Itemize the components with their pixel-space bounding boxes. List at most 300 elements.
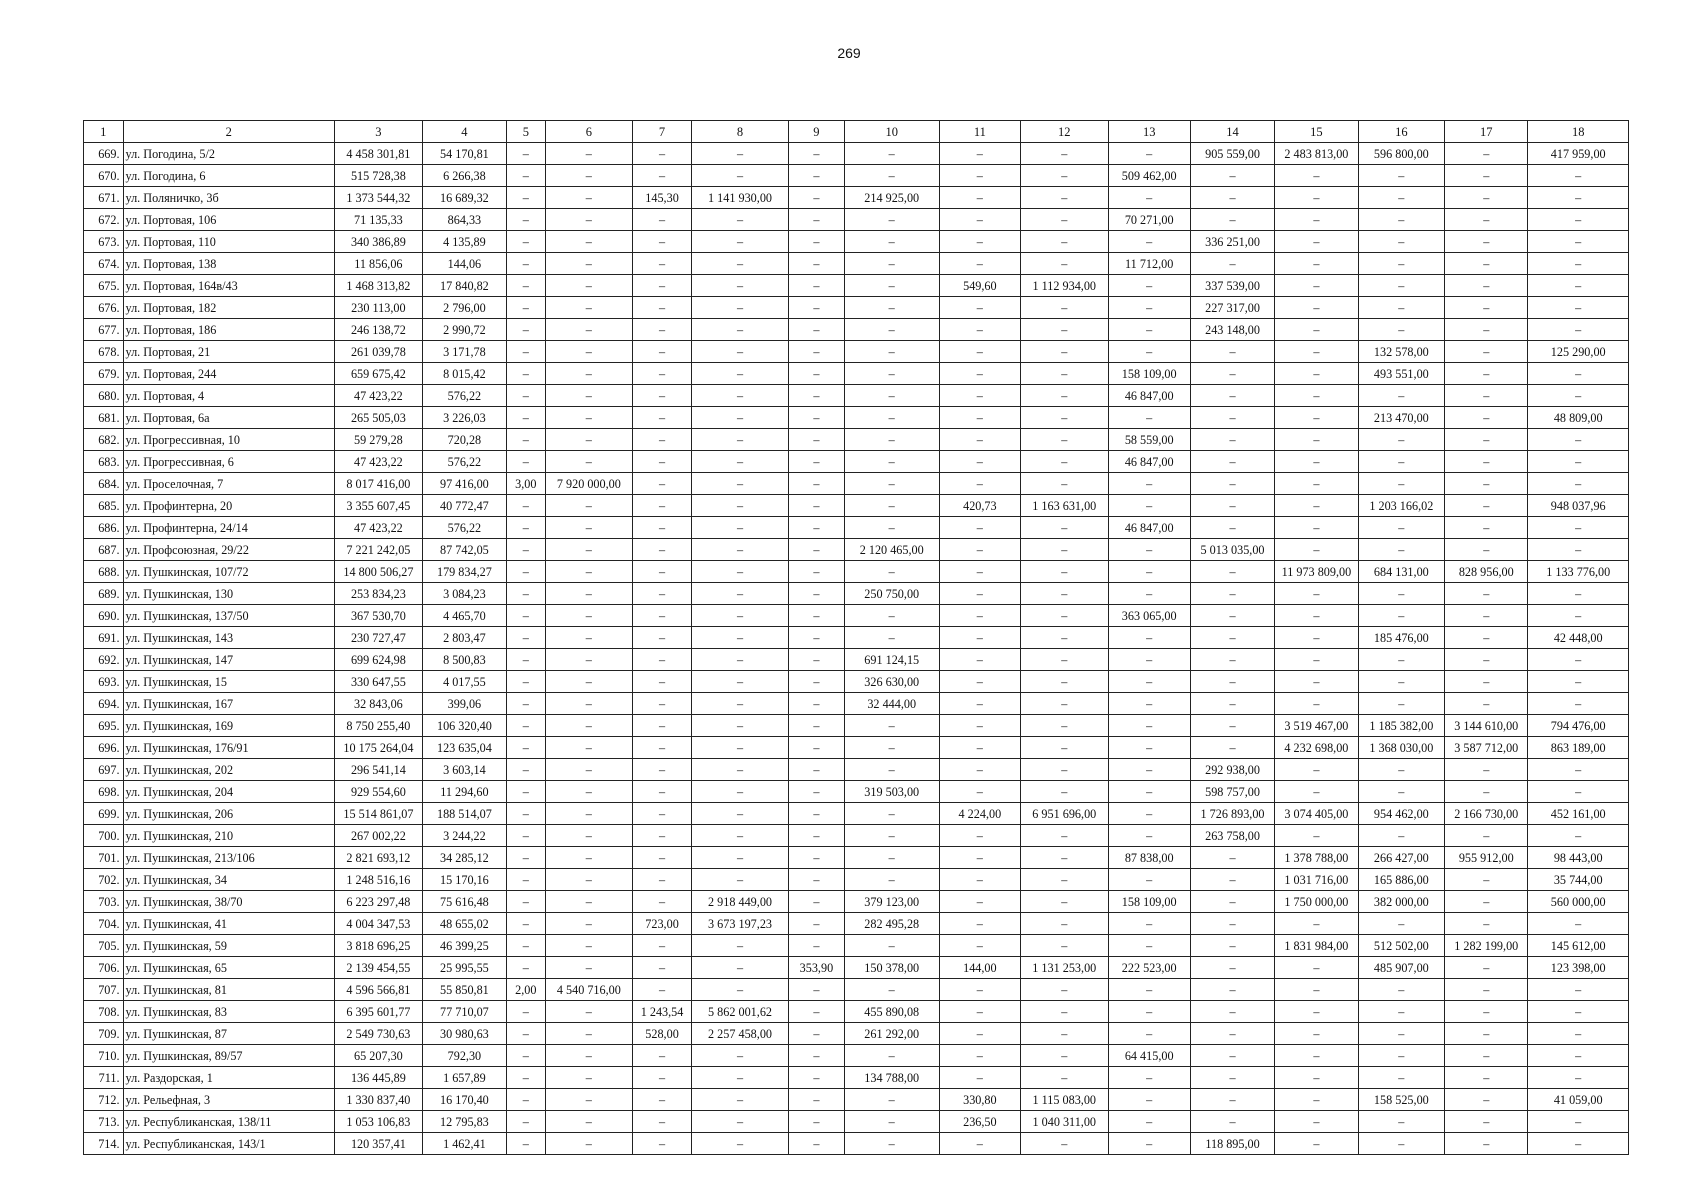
- value-cell: 1 373 544,32: [335, 187, 423, 209]
- value-cell: –: [844, 363, 939, 385]
- value-cell: –: [1358, 1001, 1445, 1023]
- value-cell: 1 131 253,00: [1020, 957, 1108, 979]
- value-cell: –: [1445, 363, 1528, 385]
- value-cell: –: [1445, 495, 1528, 517]
- table-row: [84, 1001, 1629, 1023]
- row-number-cell: 670.: [84, 165, 124, 187]
- value-cell: 1 112 934,00: [1020, 275, 1108, 297]
- value-cell: –: [1020, 671, 1108, 693]
- value-cell: –: [1020, 143, 1108, 165]
- row-number-cell: 709.: [84, 1023, 124, 1045]
- value-cell: 158 109,00: [1108, 891, 1190, 913]
- value-cell: –: [844, 715, 939, 737]
- row-number-cell: 669.: [84, 143, 124, 165]
- value-cell: –: [789, 363, 845, 385]
- value-cell: 2 821 693,12: [335, 847, 423, 869]
- value-cell: –: [1108, 1133, 1190, 1155]
- table-row: [84, 715, 1629, 737]
- address-cell: ул. Прогрессивная, 6: [123, 451, 335, 473]
- value-cell: –: [1108, 231, 1190, 253]
- value-cell: 3 355 607,45: [335, 495, 423, 517]
- value-cell: –: [1275, 495, 1358, 517]
- value-cell: 1 115 083,00: [1020, 1089, 1108, 1111]
- table-row: [84, 1133, 1629, 1155]
- value-cell: –: [1020, 517, 1108, 539]
- value-cell: 549,60: [939, 275, 1020, 297]
- value-cell: 4 232 698,00: [1275, 737, 1358, 759]
- value-cell: 399,06: [422, 693, 506, 715]
- value-cell: –: [1020, 297, 1108, 319]
- value-cell: –: [1528, 913, 1629, 935]
- value-cell: –: [1358, 649, 1445, 671]
- value-cell: 25 995,55: [422, 957, 506, 979]
- value-cell: –: [789, 319, 845, 341]
- value-cell: 2 257 458,00: [691, 1023, 788, 1045]
- value-cell: –: [507, 341, 545, 363]
- table-row: [84, 561, 1629, 583]
- value-cell: –: [939, 429, 1020, 451]
- value-cell: –: [507, 539, 545, 561]
- table-row: [84, 759, 1629, 781]
- value-cell: 261 292,00: [844, 1023, 939, 1045]
- value-cell: 8 017 416,00: [335, 473, 423, 495]
- value-cell: –: [545, 1089, 633, 1111]
- value-cell: –: [1445, 979, 1528, 1001]
- row-number-cell: 685.: [84, 495, 124, 517]
- value-cell: 452 161,00: [1528, 803, 1629, 825]
- value-cell: –: [1528, 825, 1629, 847]
- value-cell: –: [1275, 253, 1358, 275]
- table-row: [84, 275, 1629, 297]
- value-cell: –: [633, 451, 692, 473]
- value-cell: –: [939, 341, 1020, 363]
- value-cell: 723,00: [633, 913, 692, 935]
- value-cell: –: [1020, 935, 1108, 957]
- value-cell: –: [1020, 1023, 1108, 1045]
- value-cell: –: [939, 935, 1020, 957]
- value-cell: –: [1190, 693, 1274, 715]
- value-cell: 134 788,00: [844, 1067, 939, 1089]
- table-row: [84, 957, 1629, 979]
- value-cell: –: [789, 187, 845, 209]
- address-cell: ул. Пушкинская, 167: [123, 693, 335, 715]
- address-cell: ул. Портовая, 21: [123, 341, 335, 363]
- row-number-cell: 678.: [84, 341, 124, 363]
- row-number-cell: 705.: [84, 935, 124, 957]
- value-cell: –: [545, 847, 633, 869]
- table-row: [84, 1023, 1629, 1045]
- value-cell: –: [507, 451, 545, 473]
- value-cell: –: [507, 957, 545, 979]
- value-cell: –: [789, 517, 845, 539]
- address-cell: ул. Пушкинская, 206: [123, 803, 335, 825]
- value-cell: –: [507, 1001, 545, 1023]
- value-cell: –: [1020, 429, 1108, 451]
- value-cell: –: [691, 451, 788, 473]
- value-cell: –: [507, 517, 545, 539]
- value-cell: –: [545, 605, 633, 627]
- value-cell: –: [1020, 1067, 1108, 1089]
- value-cell: 16 689,32: [422, 187, 506, 209]
- value-cell: 905 559,00: [1190, 143, 1274, 165]
- value-cell: –: [1020, 1001, 1108, 1023]
- value-cell: 929 554,60: [335, 781, 423, 803]
- value-cell: 296 541,14: [335, 759, 423, 781]
- value-cell: –: [844, 1111, 939, 1133]
- value-cell: –: [507, 165, 545, 187]
- value-cell: 120 357,41: [335, 1133, 423, 1155]
- value-cell: –: [1358, 781, 1445, 803]
- value-cell: –: [691, 583, 788, 605]
- value-cell: –: [691, 803, 788, 825]
- value-cell: –: [507, 627, 545, 649]
- value-cell: –: [507, 1067, 545, 1089]
- value-cell: –: [844, 385, 939, 407]
- value-cell: –: [1020, 737, 1108, 759]
- table-row: [84, 429, 1629, 451]
- value-cell: –: [844, 979, 939, 1001]
- value-cell: –: [789, 605, 845, 627]
- value-cell: 382 000,00: [1358, 891, 1445, 913]
- value-cell: –: [789, 627, 845, 649]
- row-number-cell: 702.: [84, 869, 124, 891]
- table-row: [84, 627, 1629, 649]
- table-row: [84, 891, 1629, 913]
- value-cell: –: [691, 231, 788, 253]
- value-cell: –: [844, 1133, 939, 1155]
- value-cell: –: [1528, 1133, 1629, 1155]
- value-cell: –: [1108, 759, 1190, 781]
- value-cell: –: [507, 781, 545, 803]
- value-cell: 292 938,00: [1190, 759, 1274, 781]
- value-cell: –: [1108, 495, 1190, 517]
- value-cell: –: [1528, 385, 1629, 407]
- value-cell: –: [939, 759, 1020, 781]
- value-cell: 319 503,00: [844, 781, 939, 803]
- value-cell: –: [1528, 187, 1629, 209]
- value-cell: –: [1528, 539, 1629, 561]
- value-cell: –: [1275, 297, 1358, 319]
- value-cell: –: [1445, 143, 1528, 165]
- value-cell: –: [507, 935, 545, 957]
- value-cell: –: [939, 913, 1020, 935]
- value-cell: 330 647,55: [335, 671, 423, 693]
- value-cell: –: [1020, 605, 1108, 627]
- value-cell: –: [1358, 165, 1445, 187]
- value-cell: –: [507, 1111, 545, 1133]
- value-cell: 34 285,12: [422, 847, 506, 869]
- value-cell: –: [633, 605, 692, 627]
- value-cell: –: [939, 253, 1020, 275]
- value-cell: –: [789, 473, 845, 495]
- value-cell: –: [939, 561, 1020, 583]
- value-cell: 691 124,15: [844, 649, 939, 671]
- value-cell: –: [1190, 979, 1274, 1001]
- value-cell: 4 224,00: [939, 803, 1020, 825]
- row-number-cell: 714.: [84, 1133, 124, 1155]
- value-cell: –: [1190, 451, 1274, 473]
- value-cell: –: [1190, 561, 1274, 583]
- value-cell: 106 320,40: [422, 715, 506, 737]
- column-header: 16: [1358, 121, 1445, 143]
- value-cell: –: [633, 957, 692, 979]
- table-body: [84, 143, 1629, 1155]
- value-cell: –: [691, 297, 788, 319]
- value-cell: –: [507, 561, 545, 583]
- row-number-cell: 707.: [84, 979, 124, 1001]
- value-cell: 267 002,22: [335, 825, 423, 847]
- value-cell: –: [1358, 913, 1445, 935]
- value-cell: –: [1445, 869, 1528, 891]
- value-cell: –: [939, 539, 1020, 561]
- value-cell: 528,00: [633, 1023, 692, 1045]
- value-cell: –: [1358, 1023, 1445, 1045]
- value-cell: –: [1358, 693, 1445, 715]
- value-cell: –: [844, 825, 939, 847]
- value-cell: –: [1358, 253, 1445, 275]
- value-cell: –: [1275, 451, 1358, 473]
- value-cell: –: [691, 209, 788, 231]
- value-cell: 1 248 516,16: [335, 869, 423, 891]
- value-cell: –: [691, 605, 788, 627]
- value-cell: 1 031 716,00: [1275, 869, 1358, 891]
- value-cell: –: [1190, 165, 1274, 187]
- value-cell: –: [1108, 1089, 1190, 1111]
- value-cell: –: [1528, 649, 1629, 671]
- value-cell: –: [1020, 583, 1108, 605]
- value-cell: –: [844, 935, 939, 957]
- value-cell: –: [789, 715, 845, 737]
- value-cell: –: [844, 1045, 939, 1067]
- value-cell: –: [1445, 385, 1528, 407]
- value-cell: –: [1528, 1067, 1629, 1089]
- value-cell: –: [1528, 979, 1629, 1001]
- table-row: [84, 451, 1629, 473]
- value-cell: –: [1108, 407, 1190, 429]
- address-cell: ул. Пушкинская, 169: [123, 715, 335, 737]
- value-cell: –: [1275, 341, 1358, 363]
- address-cell: ул. Портовая, 6а: [123, 407, 335, 429]
- value-cell: –: [1275, 671, 1358, 693]
- value-cell: –: [691, 143, 788, 165]
- column-header: 13: [1108, 121, 1190, 143]
- value-cell: –: [1445, 671, 1528, 693]
- value-cell: –: [507, 803, 545, 825]
- value-cell: 150 378,00: [844, 957, 939, 979]
- value-cell: –: [1108, 539, 1190, 561]
- value-cell: 2,00: [507, 979, 545, 1001]
- value-cell: –: [789, 935, 845, 957]
- value-cell: 145 612,00: [1528, 935, 1629, 957]
- value-cell: –: [1108, 627, 1190, 649]
- value-cell: 48 655,02: [422, 913, 506, 935]
- value-cell: –: [789, 1023, 845, 1045]
- value-cell: –: [691, 1045, 788, 1067]
- value-cell: 188 514,07: [422, 803, 506, 825]
- value-cell: –: [1108, 715, 1190, 737]
- value-cell: –: [633, 627, 692, 649]
- value-cell: –: [939, 627, 1020, 649]
- value-cell: –: [1275, 1067, 1358, 1089]
- value-cell: –: [1108, 803, 1190, 825]
- value-cell: 8 750 255,40: [335, 715, 423, 737]
- value-cell: –: [545, 143, 633, 165]
- value-cell: 243 148,00: [1190, 319, 1274, 341]
- value-cell: 47 423,22: [335, 385, 423, 407]
- column-header: 1: [84, 121, 124, 143]
- value-cell: –: [633, 363, 692, 385]
- address-cell: ул. Пушкинская, 38/70: [123, 891, 335, 913]
- value-cell: –: [633, 715, 692, 737]
- value-cell: –: [691, 693, 788, 715]
- value-cell: –: [633, 1133, 692, 1155]
- value-cell: –: [1528, 1001, 1629, 1023]
- value-cell: –: [633, 341, 692, 363]
- address-cell: ул. Пушкинская, 34: [123, 869, 335, 891]
- value-cell: –: [1020, 539, 1108, 561]
- value-cell: –: [1190, 1045, 1274, 1067]
- value-cell: 4 458 301,81: [335, 143, 423, 165]
- value-cell: –: [1445, 319, 1528, 341]
- value-cell: –: [1190, 363, 1274, 385]
- row-number-cell: 698.: [84, 781, 124, 803]
- value-cell: –: [633, 693, 692, 715]
- table-row: [84, 165, 1629, 187]
- value-cell: 230 113,00: [335, 297, 423, 319]
- value-cell: –: [633, 737, 692, 759]
- value-cell: –: [1445, 1067, 1528, 1089]
- value-cell: 948 037,96: [1528, 495, 1629, 517]
- value-cell: –: [1190, 847, 1274, 869]
- value-cell: –: [789, 1133, 845, 1155]
- value-cell: –: [1020, 847, 1108, 869]
- address-cell: ул. Портовая, 164в/43: [123, 275, 335, 297]
- table-row: [84, 539, 1629, 561]
- value-cell: 1 282 199,00: [1445, 935, 1528, 957]
- value-cell: –: [1108, 187, 1190, 209]
- value-cell: –: [789, 539, 845, 561]
- value-cell: 48 809,00: [1528, 407, 1629, 429]
- value-cell: –: [545, 209, 633, 231]
- value-cell: 236,50: [939, 1111, 1020, 1133]
- value-cell: –: [789, 429, 845, 451]
- value-cell: 576,22: [422, 451, 506, 473]
- row-number-cell: 697.: [84, 759, 124, 781]
- value-cell: –: [691, 957, 788, 979]
- value-cell: –: [545, 385, 633, 407]
- value-cell: –: [691, 473, 788, 495]
- table-row: [84, 935, 1629, 957]
- value-cell: –: [633, 495, 692, 517]
- value-cell: –: [691, 1089, 788, 1111]
- value-cell: –: [1190, 385, 1274, 407]
- column-header: 3: [335, 121, 423, 143]
- value-cell: –: [545, 1067, 633, 1089]
- column-header: 8: [691, 121, 788, 143]
- value-cell: –: [545, 649, 633, 671]
- value-cell: 2 549 730,63: [335, 1023, 423, 1045]
- address-cell: ул. Пушкинская, 204: [123, 781, 335, 803]
- value-cell: –: [939, 781, 1020, 803]
- value-cell: –: [633, 1045, 692, 1067]
- value-cell: –: [1445, 781, 1528, 803]
- value-cell: –: [507, 715, 545, 737]
- address-cell: ул. Пушкинская, 176/91: [123, 737, 335, 759]
- value-cell: –: [1445, 1089, 1528, 1111]
- value-cell: 6 951 696,00: [1020, 803, 1108, 825]
- value-cell: –: [633, 165, 692, 187]
- value-cell: 46 847,00: [1108, 451, 1190, 473]
- value-cell: –: [789, 385, 845, 407]
- value-cell: –: [939, 385, 1020, 407]
- value-cell: –: [1528, 517, 1629, 539]
- row-number-cell: 687.: [84, 539, 124, 561]
- value-cell: 1 040 311,00: [1020, 1111, 1108, 1133]
- value-cell: –: [633, 671, 692, 693]
- value-cell: –: [1358, 1133, 1445, 1155]
- value-cell: 35 744,00: [1528, 869, 1629, 891]
- row-number-cell: 712.: [84, 1089, 124, 1111]
- value-cell: –: [1358, 231, 1445, 253]
- value-cell: 3 244,22: [422, 825, 506, 847]
- value-cell: –: [691, 869, 788, 891]
- value-cell: –: [1275, 913, 1358, 935]
- value-cell: –: [789, 561, 845, 583]
- value-cell: –: [545, 803, 633, 825]
- value-cell: –: [507, 385, 545, 407]
- value-cell: –: [1020, 979, 1108, 1001]
- value-cell: –: [633, 781, 692, 803]
- value-cell: –: [1275, 957, 1358, 979]
- value-cell: 11 856,06: [335, 253, 423, 275]
- value-cell: 3 144 610,00: [1445, 715, 1528, 737]
- value-cell: –: [1020, 693, 1108, 715]
- value-cell: 47 423,22: [335, 451, 423, 473]
- table-row: [84, 209, 1629, 231]
- value-cell: –: [1358, 583, 1445, 605]
- value-cell: –: [691, 165, 788, 187]
- table-row: [84, 495, 1629, 517]
- value-cell: –: [1020, 319, 1108, 341]
- value-cell: –: [1108, 913, 1190, 935]
- value-cell: 560 000,00: [1528, 891, 1629, 913]
- value-cell: –: [1358, 517, 1445, 539]
- value-cell: 1 053 106,83: [335, 1111, 423, 1133]
- value-cell: –: [1358, 605, 1445, 627]
- value-cell: –: [1358, 275, 1445, 297]
- column-header: 2: [123, 121, 335, 143]
- value-cell: –: [507, 1023, 545, 1045]
- address-cell: ул. Пушкинская, 147: [123, 649, 335, 671]
- value-cell: –: [1445, 1023, 1528, 1045]
- value-cell: –: [1020, 627, 1108, 649]
- value-cell: –: [633, 847, 692, 869]
- value-cell: –: [633, 1111, 692, 1133]
- value-cell: 1 657,89: [422, 1067, 506, 1089]
- value-cell: 230 727,47: [335, 627, 423, 649]
- address-cell: ул. Республиканская, 143/1: [123, 1133, 335, 1155]
- value-cell: –: [545, 913, 633, 935]
- value-cell: –: [789, 803, 845, 825]
- value-cell: –: [545, 781, 633, 803]
- value-cell: –: [691, 1067, 788, 1089]
- value-cell: –: [1528, 165, 1629, 187]
- value-cell: –: [1020, 869, 1108, 891]
- value-cell: –: [1445, 209, 1528, 231]
- value-cell: –: [939, 1067, 1020, 1089]
- row-number-cell: 691.: [84, 627, 124, 649]
- value-cell: –: [1528, 671, 1629, 693]
